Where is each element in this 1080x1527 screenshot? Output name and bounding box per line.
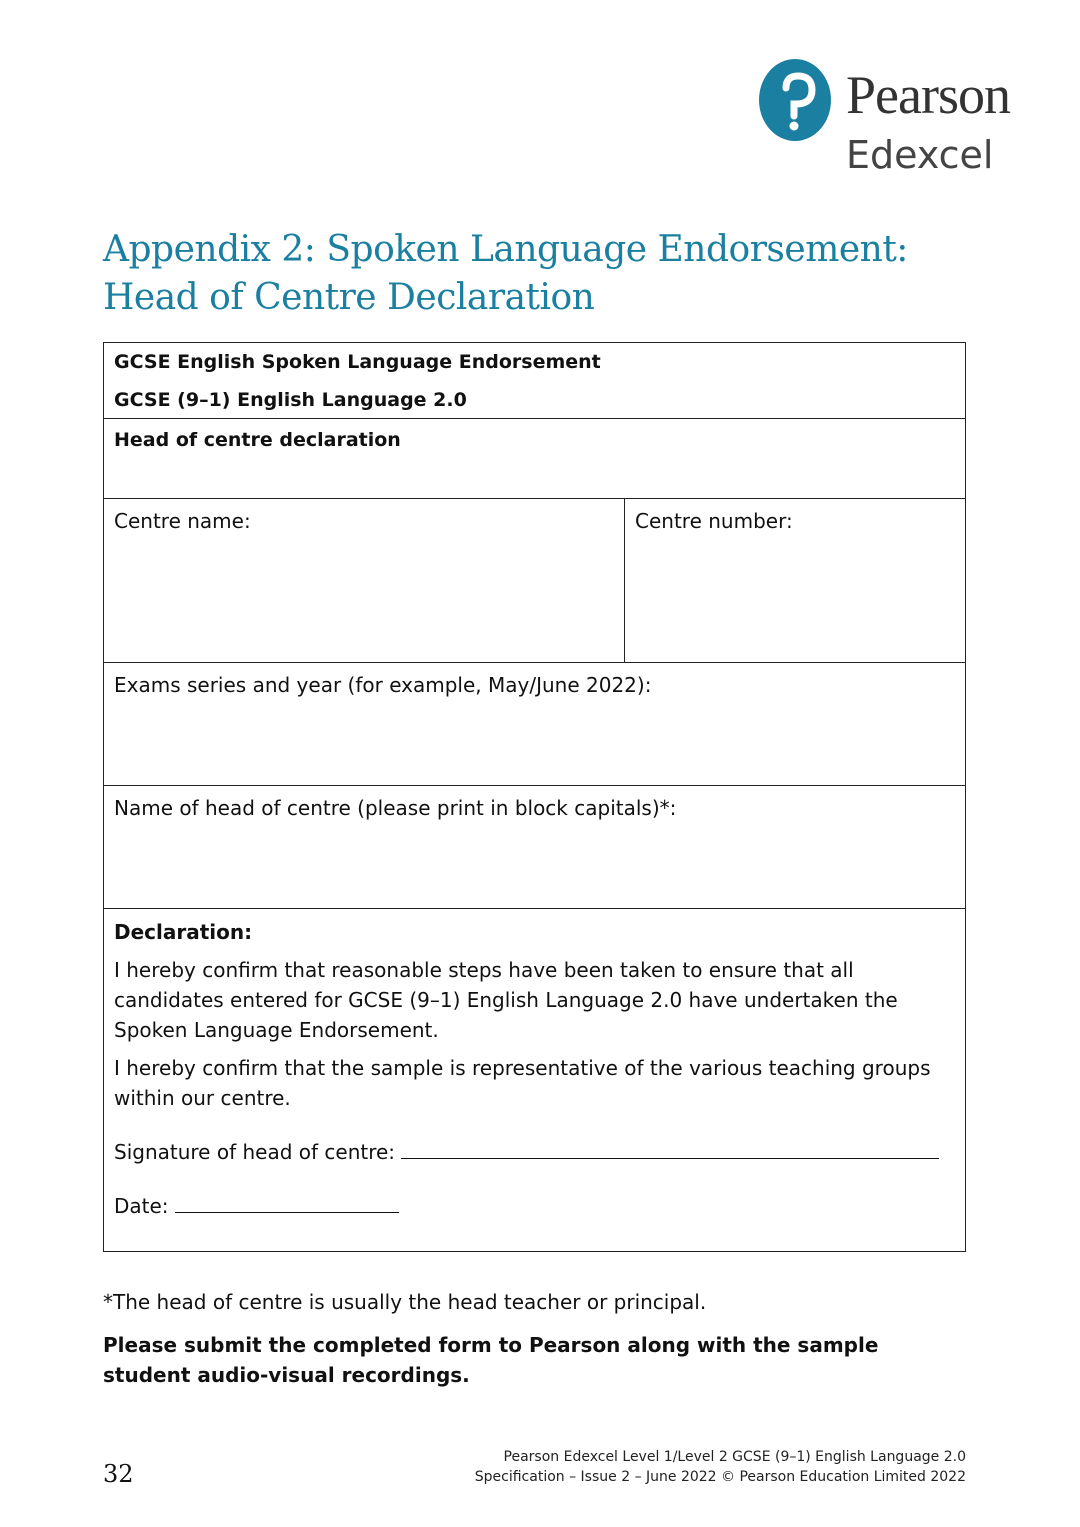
form-header-1: GCSE English Spoken Language Endorsement: [114, 351, 601, 373]
logo-brand: Pearson: [846, 65, 1010, 125]
submission-instruction: Please submit the completed form to Pearson along with the sample student audio-visual recordings.: [103, 1333, 879, 1387]
footer-line-1: Pearson Edexcel Level 1/Level 2 GCSE (9–1) English Language 2.0: [503, 1449, 966, 1465]
page-title: Appendix 2: Spoken Language Endorsement: Head of Centre Declaration: [103, 229, 908, 318]
date-label: Date:: [114, 1194, 169, 1218]
declaration-section: [104, 909, 965, 1251]
footnote: *The head of centre is usually the head teacher or principal.: [103, 1290, 707, 1314]
exam-series-field[interactable]: [104, 663, 965, 786]
exam-series-label: Exams series and year (for example, May/June 2022):: [114, 673, 652, 697]
centre-name-label: Centre name:: [114, 509, 251, 533]
page-number: 32: [103, 1460, 134, 1488]
declaration-text-1: I hereby confirm that reasonable steps have been taken to ensure that all candidates entered for GCSE (9–1) English Language 2.0 have undertaken the Spoken Language Endorsement.: [114, 958, 898, 1042]
date-line[interactable]: [175, 1192, 399, 1213]
centre-name-field[interactable]: [104, 499, 625, 662]
footer-line-2: Specification – Issue 2 – June 2022 © Pearson Education Limited 2022: [474, 1469, 966, 1485]
form-header-2: GCSE (9–1) English Language 2.0: [114, 389, 467, 411]
form-header: [104, 343, 965, 419]
declaration-form: [103, 342, 966, 1252]
declaration-heading: Declaration:: [114, 920, 253, 944]
pearson-p-icon: [758, 58, 834, 142]
signature-line[interactable]: [401, 1138, 939, 1159]
centre-number-field[interactable]: [625, 499, 965, 662]
signature-label: Signature of head of centre:: [114, 1140, 396, 1164]
declaration-text-2: I hereby confirm that the sample is representative of the various teaching groups within our centre.: [114, 1056, 931, 1110]
head-name-label: Name of head of centre (please print in block capitals)*:: [114, 796, 677, 820]
centre-number-label: Centre number:: [635, 509, 793, 533]
page-footer: [475, 1447, 966, 1487]
section-heading: Head of centre declaration: [104, 419, 965, 499]
head-name-field[interactable]: [104, 786, 965, 909]
pearson-edexcel-logo: [758, 58, 1038, 183]
centre-row: [104, 499, 965, 663]
logo-sub: Edexcel: [846, 133, 994, 177]
